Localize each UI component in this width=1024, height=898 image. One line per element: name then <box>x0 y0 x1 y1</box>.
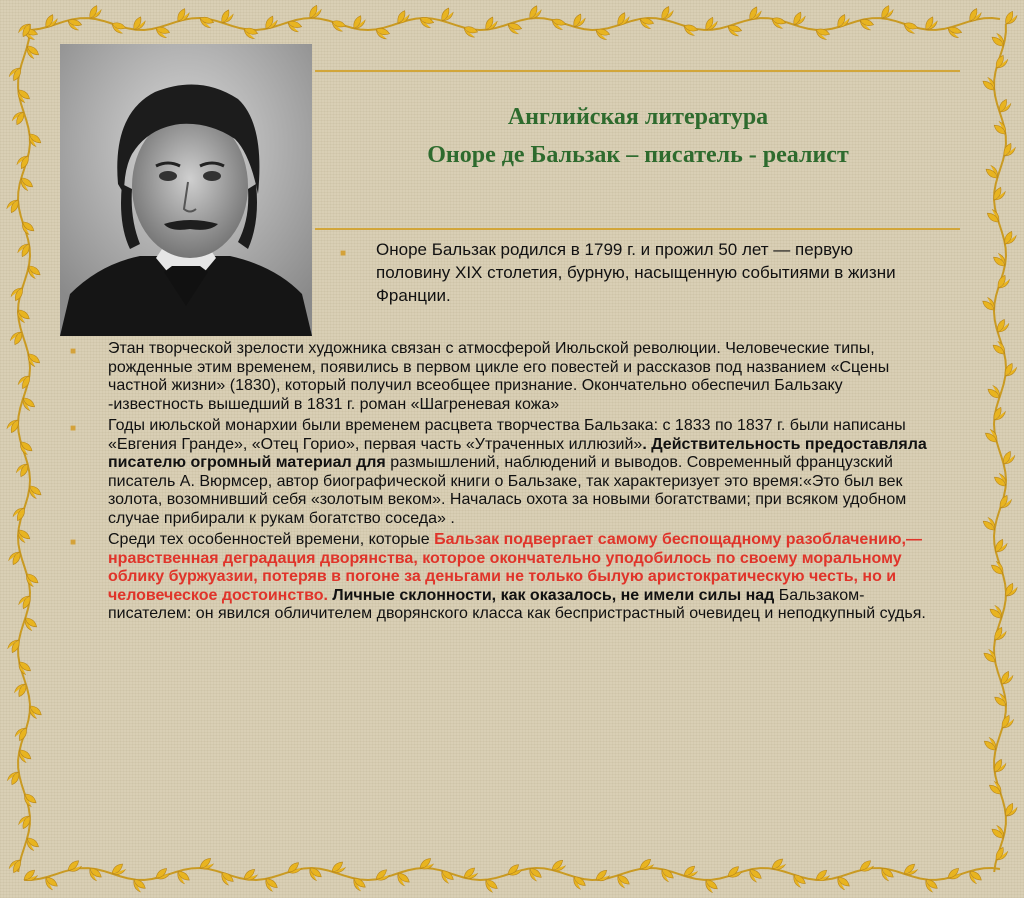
leaf-ornament <box>418 857 435 872</box>
leaf-ornament <box>992 340 1008 356</box>
leaf-ornament <box>154 867 171 882</box>
leaf-ornament <box>994 692 1010 708</box>
leaf-ornament <box>15 307 31 323</box>
bullet-icon: ■ <box>70 346 77 357</box>
leaf-ornament <box>17 813 33 829</box>
paragraph-3-bold: Личные склонности, как оказалось, не имели силы над <box>327 586 775 604</box>
paragraph-3-highlight: Бальзак подвергает самому беспощадному разоблачению,— нравственная деградация дворянства, которое окончательно уподобилось по своему моральному облику буржуазии, потеряв в погоне за деньгами не только былую аристократическую честь, но и человеческое достоинство. <box>108 531 922 604</box>
title-rule-top <box>315 70 960 72</box>
leaf-ornament <box>770 15 787 30</box>
lead-paragraph <box>340 238 900 307</box>
leaf-ornament <box>991 406 1007 422</box>
leaf-ornament <box>550 16 567 31</box>
paragraph-2-bold: . Действительность предоставляла писателю огромный материал для <box>108 435 927 471</box>
leaf-ornament <box>110 20 127 35</box>
slide-title <box>318 98 958 174</box>
leaf-ornament <box>726 865 743 880</box>
leaf-ornament <box>682 22 699 37</box>
paragraph-1 <box>70 340 940 414</box>
paragraph-2 <box>70 417 940 528</box>
portrait-drawing <box>60 44 312 336</box>
leaf-ornament <box>1002 10 1018 26</box>
leaf-ornament <box>814 26 831 41</box>
bullet-icon: ■ <box>340 248 347 259</box>
leaf-ornament <box>374 868 391 883</box>
title-line-1: Английская литература <box>507 104 769 130</box>
leaf-ornament <box>506 863 523 878</box>
leaf-ornament <box>418 14 435 29</box>
title-rule-bottom <box>315 228 960 230</box>
body-text <box>70 340 940 627</box>
leaf-ornament <box>462 24 479 39</box>
leaf-ornament <box>17 373 33 389</box>
paragraph-2-rest: размышлений, наблюдений и выводов. Современный французский писатель А. Вюрмсер, автор биографической книги о Бальзаке, так характеризует это время:«Это был век золота, возомнивший себя «золотым веком». Началась охота за новыми богатствами; при всяком удобном случае прибирали к рукам богатство соседа» . <box>108 454 907 527</box>
paragraph-1-text: Этан творческой зрелости художника связан с атмосферой Июльской революции. Человеческие типы, рожденные этим временем, появились в первом цикле его повестей и рассказов под названием «Сцены частной жизни» (1830), который получил всеобщее признание. Окончательно обеспечил Бальзаку -известность вышедший в 1831 г. роман «Шагреневая кожа» <box>108 340 890 413</box>
leaf-ornament <box>993 120 1009 136</box>
leaf-ornament <box>22 869 39 884</box>
leaf-ornament <box>946 867 963 882</box>
leaf-ornament <box>16 153 32 169</box>
leaf-ornament <box>330 18 347 33</box>
leaf-ornament <box>18 593 34 609</box>
paragraph-3-text: Среди тех особенностей времени, которые <box>108 531 435 548</box>
leaf-ornament <box>858 859 875 874</box>
paragraph-2-text: Годы июльской монархии были временем расцвета творчества Бальзака: с 1833 по 1837 г. были написаны «Евгения Гранде», «Отец Горио», первая часть «Утраченных иллюзий» <box>108 417 906 453</box>
paragraph-3-rest: Бальзаком-писателем: он явился обличителем дворянского класса как беспристрастный очевидец и неподкупный судья. <box>108 586 926 622</box>
leaf-ornament <box>242 25 259 40</box>
bullet-icon: ■ <box>70 537 77 548</box>
leaf-ornament <box>66 860 83 875</box>
paragraph-3 <box>70 531 940 624</box>
leaf-ornament <box>15 87 31 103</box>
leaf-ornament <box>638 858 655 873</box>
title-line-2: Оноре де Бальзак – писатель - реалист <box>427 142 849 168</box>
leaf-ornament <box>902 20 919 35</box>
leaf-ornament <box>991 186 1007 202</box>
leaf-ornament <box>594 869 611 884</box>
leaf-ornament <box>16 659 32 675</box>
leaf-ornament <box>286 861 303 876</box>
portrait-image <box>60 44 312 336</box>
lead-text: Оноре Бальзак родился в 1799 г. и прожил 50 лет — первую половину XIX столетия, бурную, насыщенную событиями в жизни Франции. <box>376 240 896 305</box>
leaf-ornament <box>198 14 215 29</box>
bullet-icon: ■ <box>70 423 77 434</box>
leaf-ornament <box>814 869 831 884</box>
